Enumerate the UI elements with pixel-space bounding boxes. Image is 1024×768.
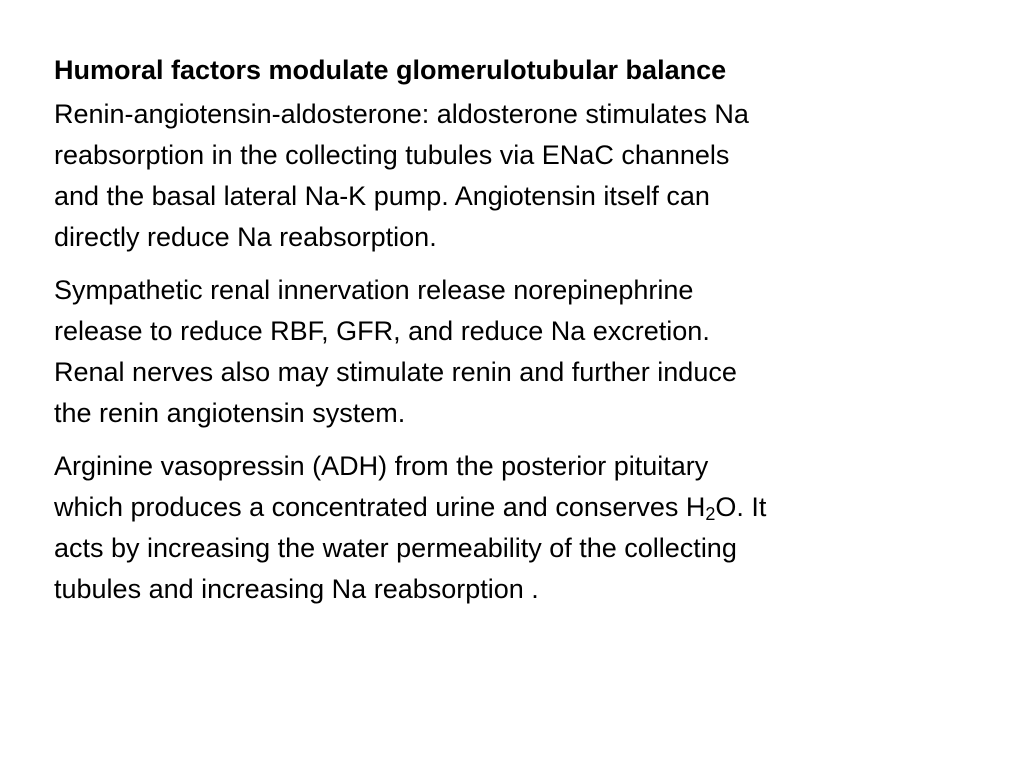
text-line: Sympathetic renal innervation release norepinephrine <box>54 275 694 305</box>
text-segment: O. It <box>715 492 767 522</box>
text-segment: which produces a concentrated urine and conserves H <box>54 492 706 522</box>
slide-title: Humoral factors modulate glomerulotubular balance <box>54 55 727 85</box>
text-line: tubules and increasing Na reabsorption . <box>54 574 539 604</box>
text-line: Renin-angiotensin-aldosterone: aldosterone stimulates Na <box>54 99 749 129</box>
text-line: the renin angiotensin system. <box>54 398 406 428</box>
text-line: release to reduce RBF, GFR, and reduce Na excretion. <box>54 316 710 346</box>
text-line: directly reduce Na reabsorption. <box>54 222 437 252</box>
text-line: acts by increasing the water permeability of the collecting <box>54 533 737 563</box>
slide-content <box>54 50 974 622</box>
text-line <box>54 487 974 528</box>
subscript: 2 <box>705 504 716 524</box>
text-line: Arginine vasopressin (ADH) from the posterior pituitary <box>54 451 709 481</box>
paragraph-vasopressin <box>54 446 974 610</box>
text-line: reabsorption in the collecting tubules via ENaC channels <box>54 140 730 170</box>
paragraph-sympathetic <box>54 270 974 434</box>
text-line: and the basal lateral Na-K pump. Angiotensin itself can <box>54 181 710 211</box>
text-line: Renal nerves also may stimulate renin and further induce <box>54 357 737 387</box>
paragraph-renin-angiotensin <box>54 94 974 258</box>
